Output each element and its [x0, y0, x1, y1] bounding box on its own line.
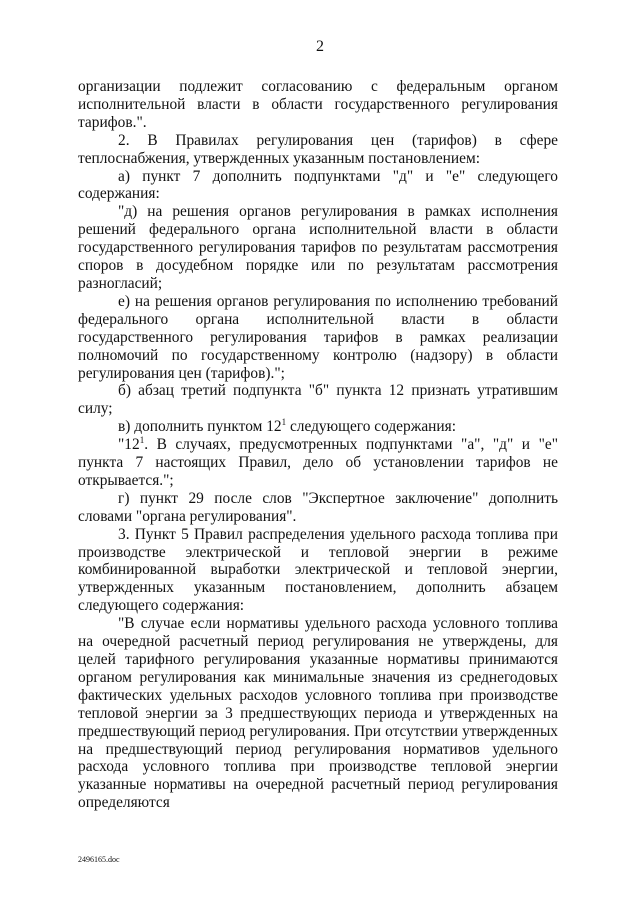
paragraph: организации подлежит согласованию с федеральным органом исполнительной власти в области государственного регулирования тарифов.".	[78, 78, 558, 131]
paragraph-text: "12	[118, 436, 140, 454]
paragraph-text: в) дополнить пунктом 12	[118, 418, 282, 436]
paragraph: 2. В Правилах регулирования цен (тарифов) в сфере теплоснабжения, утвержденных указанным постановлением:	[78, 131, 558, 167]
document-body	[78, 78, 558, 812]
paragraph	[78, 436, 558, 490]
paragraph: 3. Пункт 5 Правил распределения удельного расхода топлива при производстве электрической и тепловой энергии в режиме комбинированной выработки электрической и тепловой энергии, утвержденных указанным постановлением, дополнить абзацем следующего содержания:	[78, 525, 558, 615]
document-code: 2496165.doc	[78, 855, 120, 864]
page-number: 2	[316, 38, 324, 55]
superscript: 1	[139, 435, 145, 446]
paragraph: а) пункт 7 дополнить подпунктами "д" и "е" следующего содержания:	[78, 167, 558, 203]
paragraph: "д) на решения органов регулирования в рамках исполнения решений федерального органа исполнительной власти в области государственного регулирования тарифов по результатам рассмотрения споров в досудебном порядке или по результатам рассмотрения разногласий;	[78, 203, 558, 292]
paragraph-text: . В случаях, предусмотренных подпунктами "а", "д" и "е" пункта 7 настоящих Правил, дело об установлении тарифов не открывается.";	[78, 436, 558, 489]
paragraph	[78, 418, 558, 436]
paragraph: б) абзац третий подпункта "б" пункта 12 признать утратившим силу;	[78, 382, 558, 418]
superscript: 1	[281, 417, 287, 428]
paragraph: г) пункт 29 после слов "Экспертное заключение" дополнить словами "органа регулирования".	[78, 489, 558, 525]
paragraph-text: следующего содержания:	[286, 418, 456, 436]
paragraph: "В случае если нормативы удельного расхода условного топлива на очередной расчетный период регулирования не утверждены, для целей тарифного регулирования указанные нормативы принимаются органом регулирования как минимальные значения из среднегодовых фактических удельных расходов условного топлива при производстве тепловой энергии за 3 предшествующих периода и утвержденных на предшествующий период регулирования. При отсутствии утвержденных на предшествующий период регулирования нормативов удельного расхода условного топлива при производстве тепловой энергии указанные нормативы на очередной расчетный период регулирования определяются	[78, 615, 558, 812]
paragraph: е) на решения органов регулирования по исполнению требований федерального органа исполнительной власти в области государственного регулирования тарифов в рамках реализации полномочий по государственному контролю (надзору) в области регулирования цен (тарифов).";	[78, 292, 558, 382]
